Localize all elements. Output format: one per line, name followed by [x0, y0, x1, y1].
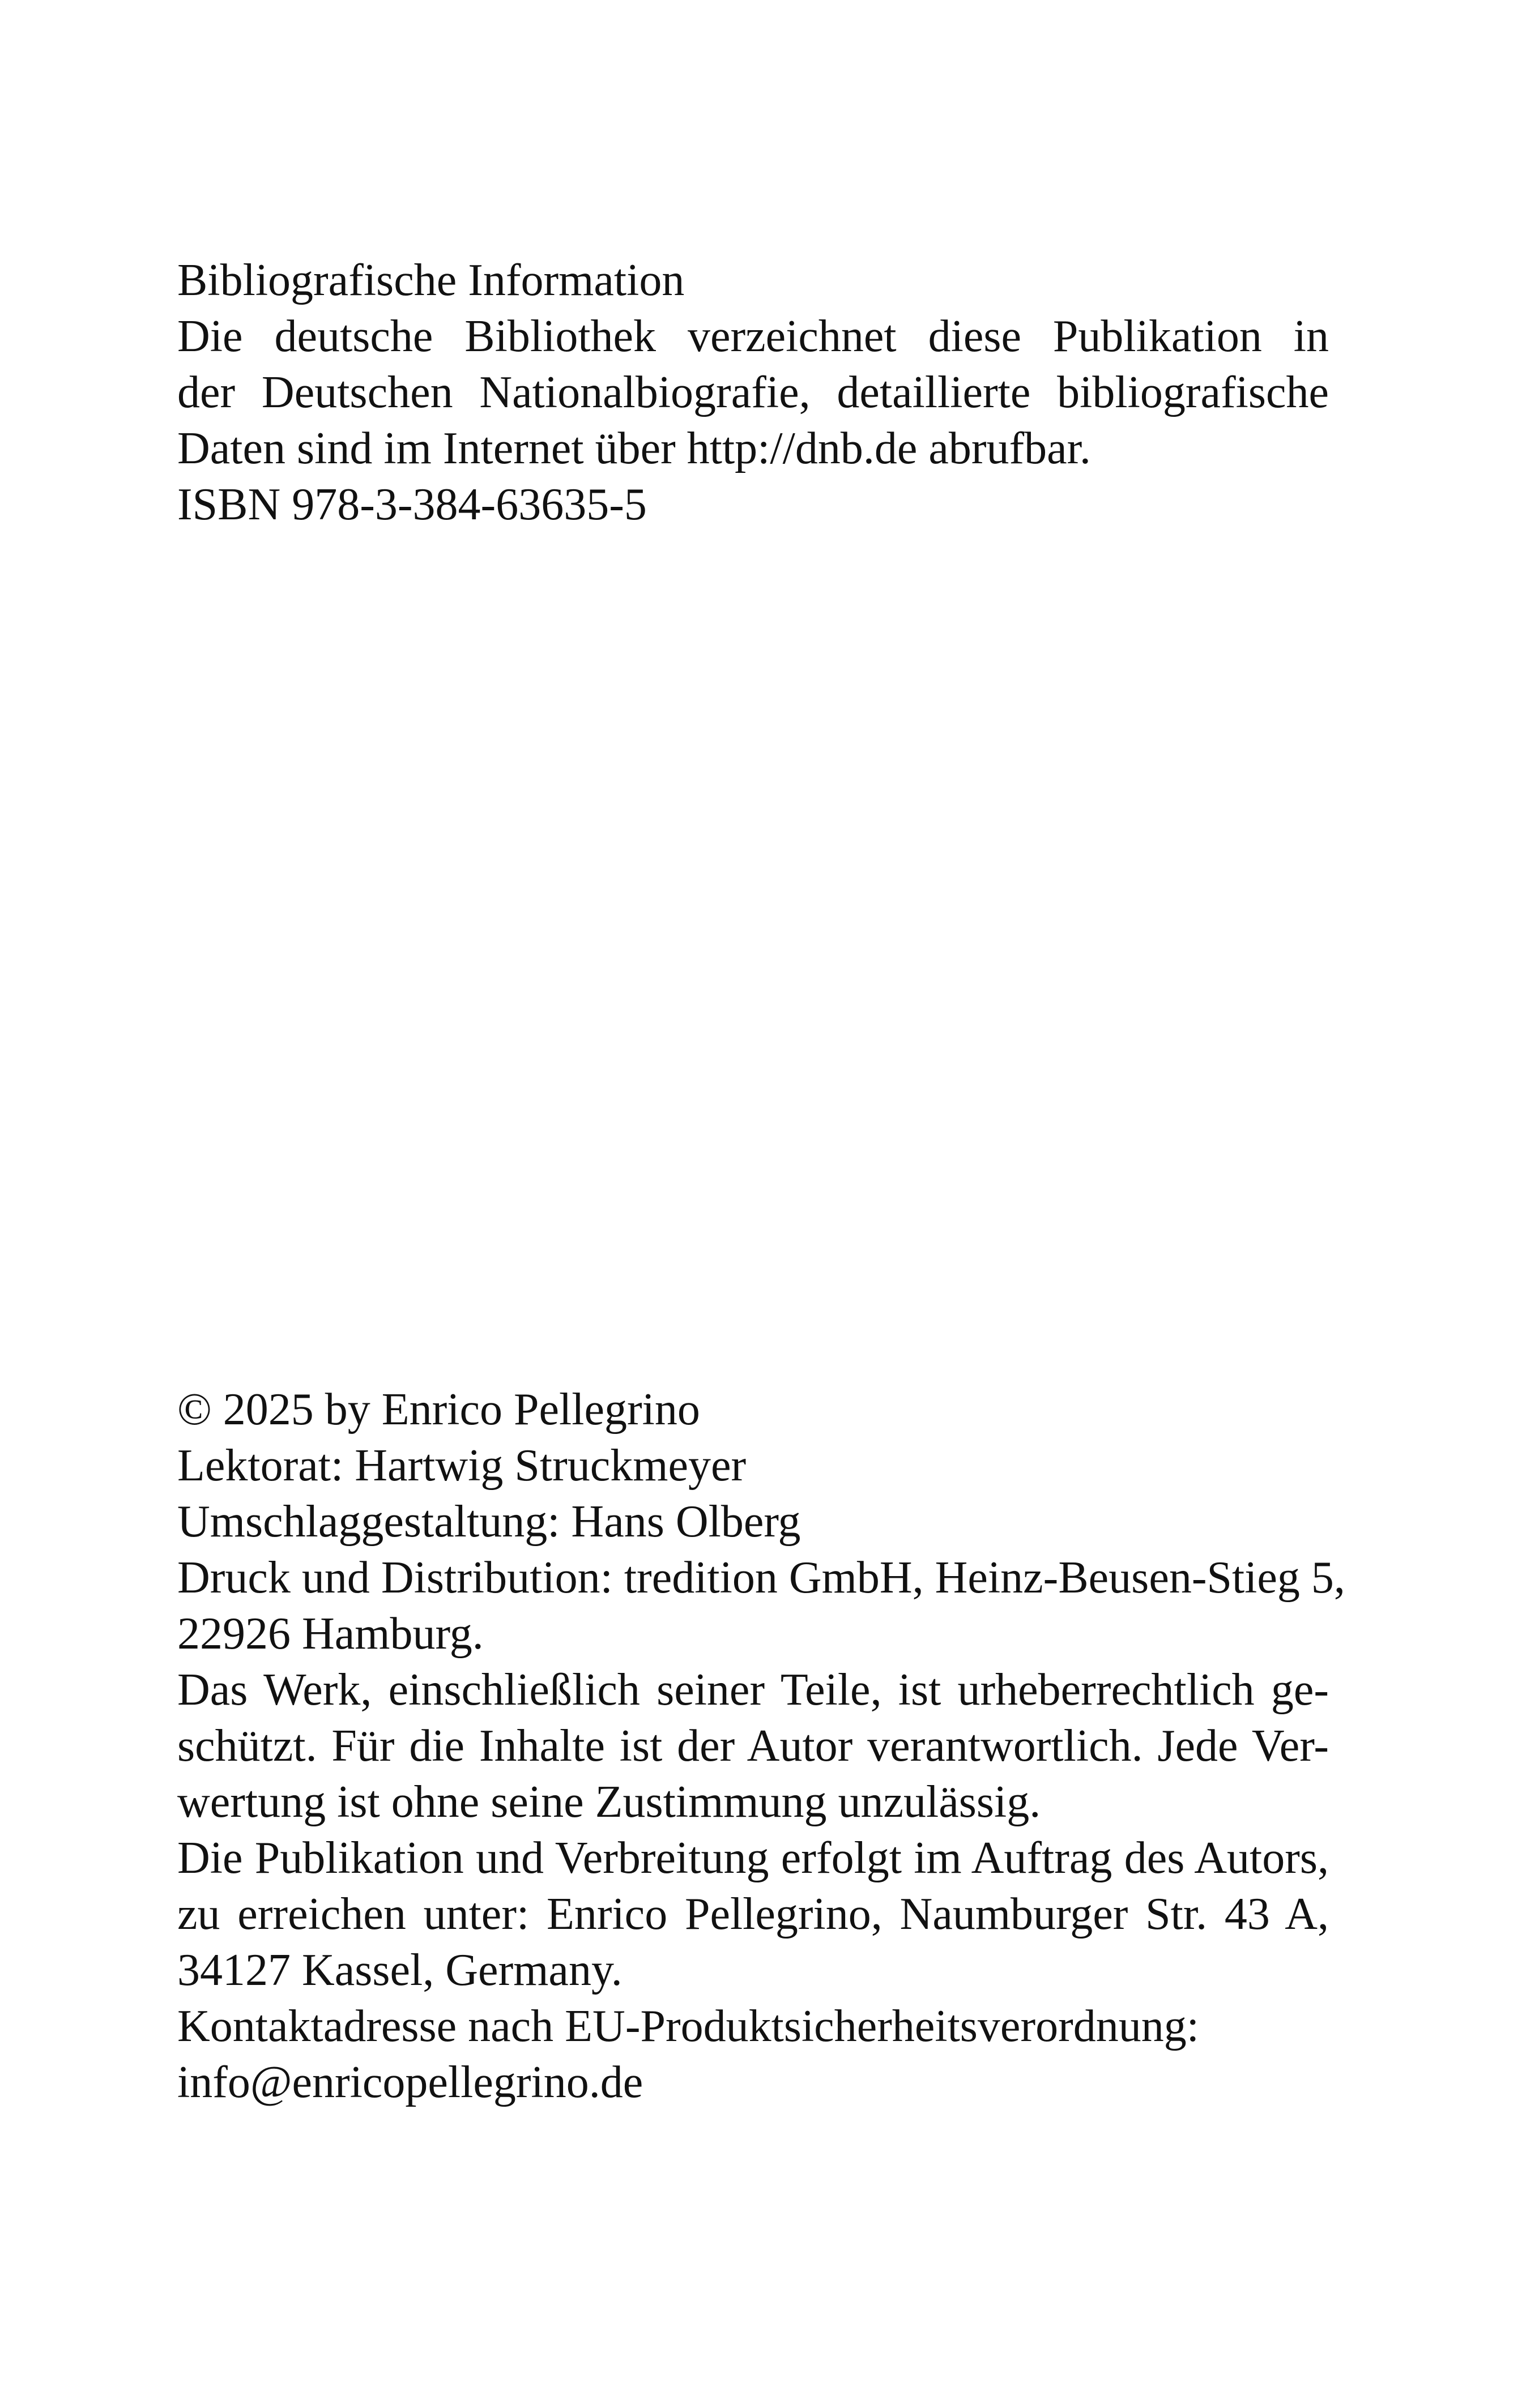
print-distribution-line: Druck und Distribution: tredition GmbH, Heinz-Beusen-Stieg 5,: [177, 1553, 1345, 1603]
isbn: ISBN 978-3-384-63635-5: [177, 480, 647, 530]
bibliographic-heading: Bibliografische Information: [177, 255, 685, 305]
publication-notice-line: 34127 Kassel, Germany.: [177, 1945, 623, 1995]
contact-email: info@enricopellegrino.de: [177, 2057, 643, 2107]
copyright-notice-line: wertung ist ohne seine Zustimmung unzulässig.: [177, 1777, 1041, 1827]
copyright-line: © 2025 by Enrico Pellegrino: [177, 1385, 700, 1434]
bibliographic-info-block: [177, 253, 1329, 533]
print-distribution-line: 22926 Hamburg.: [177, 1609, 484, 1659]
publication-notice-line: zu erreichen unter: Enrico Pellegrino, Naumburger Str. 43 A,: [177, 1889, 1329, 1939]
bibliographic-line: der Deutschen Nationalbiografie, detaillierte bibliografische: [177, 368, 1329, 417]
bibliographic-line: Daten sind im Internet über http://dnb.de abrufbar.: [177, 424, 1091, 473]
editor-line: Lektorat: Hartwig Struckmeyer: [177, 1441, 747, 1491]
bibliographic-line: Die deutsche Bibliothek verzeichnet diese Publikation in: [177, 311, 1329, 361]
cover-design-line: Umschlaggestaltung: Hans Olberg: [177, 1497, 801, 1547]
contact-line: Kontaktadresse nach EU-Produktsicherheitsverordnung:: [177, 2001, 1199, 2051]
publication-notice-line: Die Publikation und Verbreitung erfolgt im Auftrag des Autors,: [177, 1833, 1329, 1883]
imprint-block: [177, 1382, 1345, 2111]
copyright-notice-line: Das Werk, einschließlich seiner Teile, ist urheberrechtlich ge-: [177, 1665, 1329, 1715]
copyright-notice-line: schützt. Für die Inhalte ist der Autor verantwortlich. Jede Ver-: [177, 1721, 1329, 1771]
